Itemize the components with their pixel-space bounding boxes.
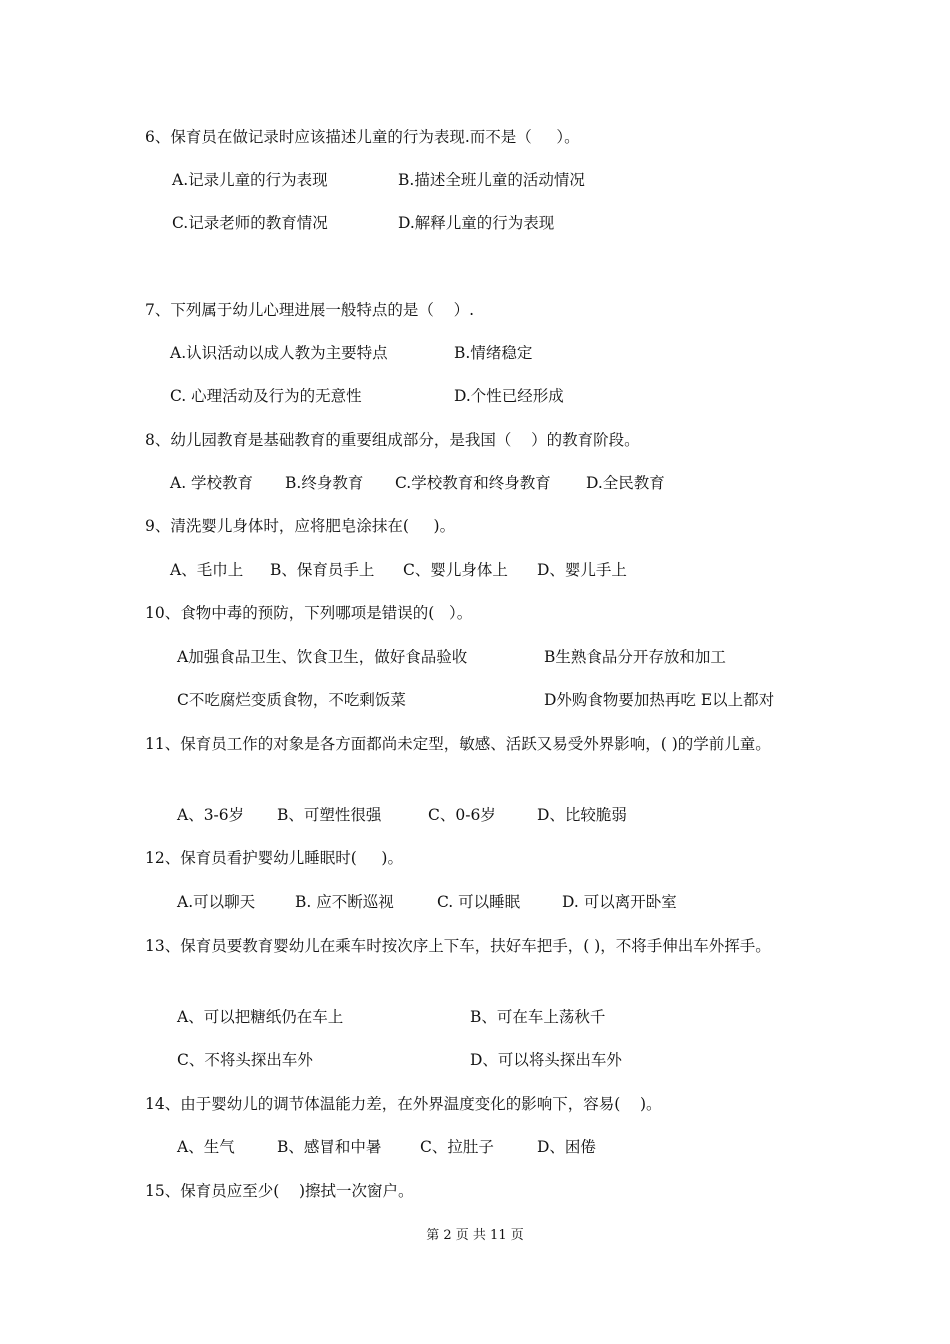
- answer-option: A加强食品卫生、饮食卫生，做好食品验收: [177, 648, 468, 666]
- answer-option: B.描述全班儿童的活动情况: [398, 171, 585, 189]
- answer-option: D.解释儿童的行为表现: [398, 214, 555, 232]
- answer-option: A、3-6岁: [177, 806, 245, 824]
- answer-option: D、比较脆弱: [537, 806, 627, 824]
- answer-option: D外购食物要加热再吃 E以上都对: [544, 691, 775, 709]
- answer-option: A、可以把糖纸仍在车上: [177, 1008, 344, 1026]
- question-stem: 11、保育员工作的对象是各方面都尚未定型，敏感、活跃又易受外界影响，( )的学前儿童。: [145, 735, 771, 753]
- answer-option: B.终身教育: [285, 474, 364, 492]
- answer-option: B、保育员手上: [270, 561, 375, 579]
- answer-option: C.记录老师的教育情况: [172, 214, 328, 232]
- answer-option: C.学校教育和终身教育: [395, 474, 551, 492]
- answer-option: B、可在车上荡秋千: [470, 1008, 606, 1026]
- answer-option: C、婴儿身体上: [403, 561, 508, 579]
- answer-option: B、感冒和中暑: [277, 1138, 382, 1156]
- answer-option: A.记录儿童的行为表现: [172, 171, 328, 189]
- answer-option: C. 心理活动及行为的无意性: [170, 387, 362, 405]
- answer-option: B、可塑性很强: [277, 806, 382, 824]
- question-stem: 12、保育员看护婴幼儿睡眠时( )。: [145, 849, 403, 867]
- answer-option: A.认识活动以成人教为主要特点: [170, 344, 388, 362]
- answer-option: C、0-6岁: [428, 806, 496, 824]
- question-stem: 6、保育员在做记录时应该描述儿童的行为表现.而不是（ ）。: [145, 128, 580, 146]
- answer-option: A.可以聊天: [177, 893, 256, 911]
- page-number-footer: 第 2 页 共 11 页: [426, 1228, 524, 1243]
- answer-option: B.情绪稳定: [454, 344, 533, 362]
- answer-option: A. 学校教育: [170, 474, 254, 492]
- answer-option: C不吃腐烂变质食物，不吃剩饭菜: [177, 691, 406, 709]
- answer-option: D、可以将头探出车外: [470, 1051, 622, 1069]
- question-stem: 10、食物中毒的预防，下列哪项是错误的( ）。: [145, 604, 473, 622]
- answer-option: D.全民教育: [586, 474, 665, 492]
- answer-option: B生熟食品分开存放和加工: [544, 648, 726, 666]
- answer-option: A、生气: [177, 1138, 235, 1156]
- question-stem: 14、由于婴幼儿的调节体温能力差，在外界温度变化的影响下，容易( )。: [145, 1095, 662, 1113]
- question-stem: 15、保育员应至少( )擦拭一次窗户。: [145, 1182, 414, 1200]
- answer-option: D、困倦: [537, 1138, 596, 1156]
- question-stem: 13、保育员要教育婴幼儿在乘车时按次序上下车，扶好车把手，( )，不将手伸出车外挥手。: [145, 937, 771, 955]
- answer-option: C、拉肚子: [420, 1138, 494, 1156]
- answer-option: B. 应不断巡视: [295, 893, 394, 911]
- question-stem: 7、下列属于幼儿心理进展一般特点的是（ ）.: [145, 301, 474, 319]
- answer-option: A、毛巾上: [170, 561, 244, 579]
- question-stem: 9、清洗婴儿身体时，应将肥皂涂抹在( )。: [145, 517, 456, 535]
- answer-option: D、婴儿手上: [537, 561, 627, 579]
- answer-option: D. 可以离开卧室: [562, 893, 677, 911]
- answer-option: C、不将头探出车外: [177, 1051, 313, 1069]
- question-stem: 8、幼儿园教育是基础教育的重要组成部分，是我国（ ）的教育阶段。: [145, 431, 640, 449]
- answer-option: D.个性已经形成: [454, 387, 564, 405]
- answer-option: C. 可以睡眠: [437, 893, 521, 911]
